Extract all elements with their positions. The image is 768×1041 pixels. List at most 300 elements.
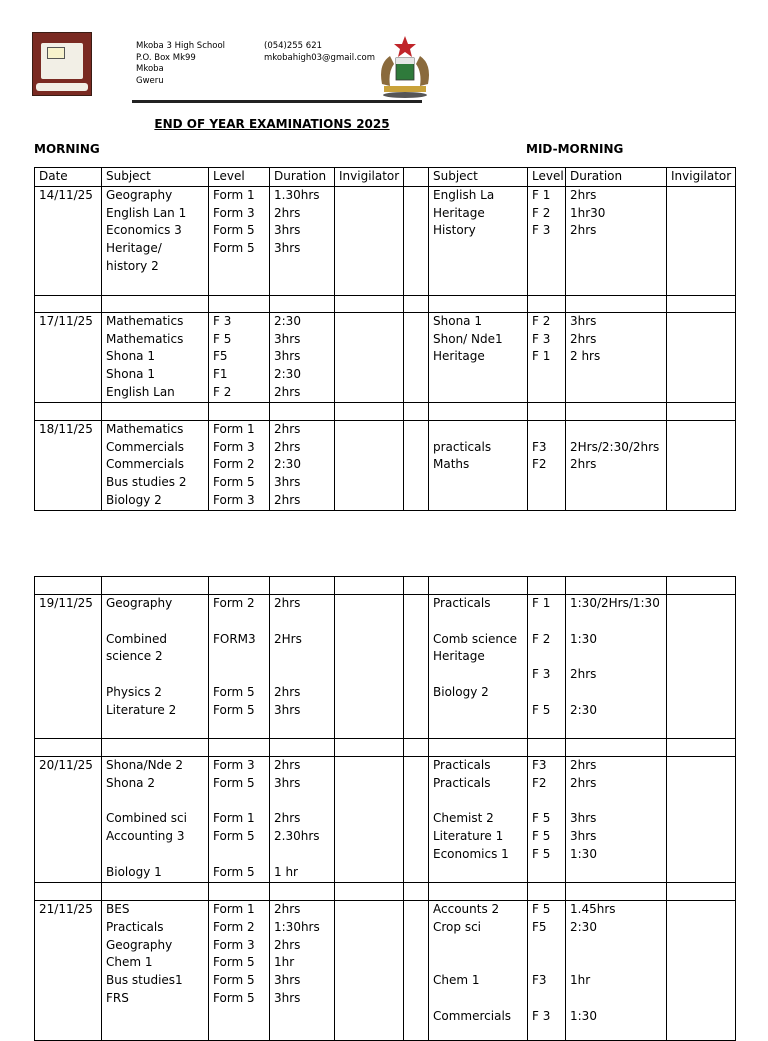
cell-line: 3hrs	[274, 331, 301, 346]
empty-cell	[566, 739, 667, 757]
cell-line	[570, 684, 666, 702]
cell-line: 1hr	[570, 973, 591, 988]
empty-cell	[335, 883, 404, 901]
table-row	[35, 595, 736, 739]
spacer-row	[35, 402, 736, 420]
empty-cell	[102, 577, 209, 595]
spacer-cell	[404, 312, 429, 402]
cell-line	[213, 648, 269, 666]
mid-morning-subjects	[429, 312, 528, 402]
cell-line: 2hrs	[274, 384, 301, 399]
cell-line: Commercials	[433, 1008, 512, 1023]
empty-cell	[667, 883, 736, 901]
cell-line: 2hrs	[274, 684, 301, 699]
spacer-cell	[404, 595, 429, 739]
morning-durations	[270, 312, 335, 402]
morning-subjects	[102, 312, 209, 402]
mid-morning-durations	[566, 757, 667, 883]
cell-line	[532, 613, 565, 631]
cell-line	[433, 793, 527, 811]
empty-cell	[528, 577, 566, 595]
exam-date: 19/11/25	[35, 595, 102, 739]
header-duration-mid: Duration	[566, 168, 667, 187]
empty-cell	[209, 295, 270, 312]
cell-line: Biology 2	[433, 684, 489, 699]
cell-line: 3hrs	[274, 990, 301, 1005]
cell-line	[213, 613, 269, 631]
empty-cell	[270, 295, 335, 312]
mid-morning-durations	[566, 420, 667, 510]
empty-cell	[335, 577, 404, 595]
empty-cell	[528, 739, 566, 757]
cell-line: F5	[213, 349, 228, 364]
cell-line	[532, 990, 565, 1008]
cell-line: Literature 2	[106, 702, 177, 717]
cell-line: F 1	[532, 349, 551, 364]
cell-line: Shona 1	[106, 349, 155, 364]
morning-levels	[209, 901, 270, 1041]
cell-line: Form 1	[213, 811, 255, 826]
cell-line	[213, 666, 269, 684]
cell-line: Form 2	[213, 596, 255, 610]
cell-line: Comb science	[433, 631, 517, 646]
header-subject: Subject	[102, 168, 209, 187]
cell-line	[570, 990, 666, 1008]
cell-line: Shona 1	[106, 367, 155, 382]
morning-levels	[209, 312, 270, 402]
cell-line: 2:30	[274, 457, 301, 472]
cell-line	[532, 421, 565, 439]
cell-line	[433, 937, 527, 955]
cell-line: 2hrs	[274, 205, 301, 220]
empty-cell	[209, 402, 270, 420]
cell-line: FORM3	[213, 631, 256, 646]
header-date: Date	[35, 168, 102, 187]
cell-line: 2hrs	[570, 667, 597, 682]
morning-durations	[270, 186, 335, 295]
mid-morning-invigilator	[667, 186, 736, 295]
mid-morning-levels	[528, 901, 566, 1041]
cell-line	[106, 613, 208, 631]
cell-line: Form 5	[213, 223, 255, 238]
cell-line: Form 3	[213, 758, 255, 772]
cell-line: Form 5	[213, 973, 255, 988]
cell-line	[433, 990, 527, 1008]
school-logo	[32, 32, 92, 96]
spacer-cell	[404, 757, 429, 883]
cell-line: 2hrs	[274, 596, 301, 610]
exam-date: 20/11/25	[35, 757, 102, 883]
mid-morning-durations	[566, 312, 667, 402]
empty-cell	[404, 295, 429, 312]
cell-line: Form 2	[213, 457, 255, 472]
cell-line: Form 2	[213, 919, 255, 934]
cell-line: F 1	[532, 187, 551, 202]
cell-line	[532, 937, 565, 955]
cell-line: 3hrs	[274, 775, 301, 790]
cell-line: Practicals	[433, 758, 491, 772]
morning-subjects	[102, 420, 209, 510]
cell-line: 2hrs	[570, 331, 597, 346]
spacer-row	[35, 883, 736, 901]
cell-line	[106, 666, 208, 684]
cell-line: Bus studies 2	[106, 475, 187, 490]
morning-invigilator	[335, 757, 404, 883]
header-spacer	[404, 168, 429, 187]
cell-line: 1:30	[570, 846, 597, 861]
session-mid-morning: MID-MORNING	[526, 142, 624, 156]
empty-cell	[35, 739, 102, 757]
cell-line: BES	[106, 902, 130, 916]
exam-date: 17/11/25	[35, 312, 102, 402]
session-morning: MORNING	[34, 142, 100, 156]
cell-line	[106, 793, 208, 811]
empty-cell	[209, 883, 270, 901]
empty-cell	[102, 402, 209, 420]
cell-line: English Lan	[106, 384, 175, 399]
mid-morning-subjects	[429, 901, 528, 1041]
cell-line: F 2	[532, 313, 551, 328]
school-contact	[264, 41, 375, 64]
empty-cell	[35, 295, 102, 312]
cell-line: 3hrs	[274, 223, 301, 238]
cell-line: 2Hrs	[274, 631, 302, 646]
table-row	[35, 757, 736, 883]
empty-cell	[270, 883, 335, 901]
cell-line: F 3	[532, 1008, 551, 1023]
mid-morning-subjects	[429, 595, 528, 739]
mid-morning-levels	[528, 312, 566, 402]
header-duration: Duration	[270, 168, 335, 187]
table-row	[35, 901, 736, 1041]
cell-line: Form 5	[213, 702, 255, 717]
cell-line	[213, 846, 269, 864]
cell-line: 2hrs	[570, 457, 597, 472]
exam-date: 21/11/25	[35, 901, 102, 1041]
cell-line: Mathematics	[106, 313, 184, 328]
morning-durations	[270, 757, 335, 883]
cell-line: Form 5	[213, 475, 255, 490]
cell-line: Form 1	[213, 187, 255, 202]
cell-line	[532, 793, 565, 811]
empty-cell	[667, 402, 736, 420]
table-row	[35, 186, 736, 295]
morning-subjects	[102, 595, 209, 739]
empty-cell	[667, 739, 736, 757]
cell-line: 3hrs	[570, 811, 597, 826]
cell-line: 2:30	[274, 367, 301, 382]
mid-morning-subjects	[429, 420, 528, 510]
cell-line	[570, 613, 666, 631]
cell-line: Bus studies1	[106, 973, 183, 988]
cell-line: Chemist 2	[433, 811, 494, 826]
mid-morning-invigilator	[667, 901, 736, 1041]
empty-cell	[429, 883, 528, 901]
morning-levels	[209, 757, 270, 883]
cell-line: 2hrs	[274, 902, 301, 916]
cell-line: F 3	[532, 667, 551, 682]
header-invigilator: Invigilator	[335, 168, 404, 187]
exam-timetable-week2	[34, 576, 736, 1041]
cell-line: Biology 1	[106, 864, 162, 879]
empty-cell	[209, 577, 270, 595]
cell-line: 1 hr	[274, 864, 298, 879]
school-suburb: Mkoba	[136, 64, 164, 74]
cell-line: Form 5	[213, 829, 255, 844]
mid-morning-levels	[528, 420, 566, 510]
cell-line: Geography	[106, 596, 173, 610]
cell-line: Form 1	[213, 421, 255, 436]
empty-cell	[404, 402, 429, 420]
cell-line: F 2	[532, 631, 551, 646]
cell-line	[532, 648, 565, 666]
cell-line: Economics 1	[433, 846, 509, 861]
cell-line	[274, 648, 334, 666]
empty-cell	[209, 739, 270, 757]
cell-line: F 5	[213, 331, 232, 346]
cell-line: 3hrs	[274, 349, 301, 364]
cell-line	[570, 793, 666, 811]
empty-cell	[528, 402, 566, 420]
cell-line: 2hrs	[274, 937, 301, 952]
cell-line: Shona 1	[433, 313, 482, 328]
cell-line	[274, 846, 334, 864]
table-header-row	[35, 168, 736, 187]
cell-line: Accounts 2	[433, 902, 500, 916]
empty-cell	[667, 295, 736, 312]
cell-line: history 2	[106, 258, 159, 273]
table-row	[35, 312, 736, 402]
cell-line: FRS	[106, 990, 129, 1005]
morning-durations	[270, 595, 335, 739]
empty-cell	[335, 295, 404, 312]
empty-cell	[566, 577, 667, 595]
cell-line: 1:30	[570, 631, 597, 646]
cell-line: 2hrs	[570, 775, 597, 790]
cell-line: 2:30	[570, 919, 597, 934]
cell-line: 3hrs	[274, 973, 301, 988]
mid-morning-durations	[566, 186, 667, 295]
cell-line	[570, 421, 666, 439]
cell-line: Maths	[433, 457, 470, 472]
cell-line: 3hrs	[570, 313, 597, 328]
exam-timetable-week1	[34, 167, 736, 511]
cell-line	[274, 793, 334, 811]
empty-cell	[404, 883, 429, 901]
cell-line: 3hrs	[274, 241, 301, 256]
empty-cell	[404, 739, 429, 757]
cell-line: F 5	[532, 702, 551, 717]
header-subject-mid: Subject	[429, 168, 528, 187]
school-pobox: P.O. Box Mk99	[136, 52, 196, 63]
morning-subjects	[102, 186, 209, 295]
empty-cell	[429, 577, 528, 595]
cell-line: Form 5	[213, 955, 255, 970]
cell-line: 2:30	[570, 702, 597, 717]
empty-cell	[270, 739, 335, 757]
empty-cell	[335, 402, 404, 420]
cell-line: 1:30/2Hrs/1:30	[570, 596, 660, 610]
cell-line	[213, 793, 269, 811]
cell-line	[433, 954, 527, 972]
cell-line: F 5	[532, 846, 551, 861]
cell-line	[106, 846, 208, 864]
cell-line: Geography	[106, 187, 173, 202]
empty-cell	[102, 883, 209, 901]
cell-line: 1:30	[570, 1008, 597, 1023]
morning-invigilator	[335, 901, 404, 1041]
morning-subjects	[102, 901, 209, 1041]
cell-line: F 2	[532, 205, 551, 220]
cell-line: 1hr	[274, 955, 295, 970]
cell-line: 2.30hrs	[274, 829, 320, 844]
cell-line: Biology 2	[106, 492, 162, 507]
cell-line: 2Hrs/2:30/2hrs	[570, 439, 660, 454]
cell-line	[274, 666, 334, 684]
mid-morning-invigilator	[667, 595, 736, 739]
cell-line: 2hrs	[274, 811, 301, 826]
cell-line: Physics 2	[106, 684, 162, 699]
cell-line	[532, 954, 565, 972]
cell-line: F1	[213, 367, 228, 382]
cell-line: 1hr30	[570, 205, 606, 220]
morning-invigilator	[335, 420, 404, 510]
coat-of-arms-icon	[370, 34, 440, 100]
document-title: END OF YEAR EXAMINATIONS 2025	[154, 117, 390, 131]
cell-line: science 2	[106, 649, 163, 664]
cell-line: F 5	[532, 902, 551, 916]
morning-levels	[209, 420, 270, 510]
letterhead-divider	[132, 100, 422, 103]
empty-cell	[528, 295, 566, 312]
empty-cell	[102, 295, 209, 312]
cell-line: 3hrs	[570, 829, 597, 844]
mid-morning-levels	[528, 757, 566, 883]
cell-line: 2 hrs	[570, 349, 601, 364]
cell-line: Combined sci	[106, 811, 187, 826]
cell-line: F 3	[213, 313, 232, 328]
morning-durations	[270, 901, 335, 1041]
cell-line: Mathematics	[106, 331, 184, 346]
cell-line	[433, 666, 527, 684]
cell-line: 3hrs	[274, 475, 301, 490]
cell-line: Form 3	[213, 492, 255, 507]
cell-line: English Lan 1	[106, 205, 187, 220]
cell-line: 3hrs	[274, 702, 301, 717]
cell-line: F3	[532, 439, 547, 454]
header-level: Level	[209, 168, 270, 187]
cell-line: F 1	[532, 596, 551, 610]
cell-line: Commercials	[106, 457, 185, 472]
cell-line: F2	[532, 457, 547, 472]
spacer-row	[35, 295, 736, 312]
cell-line: Form 5	[213, 775, 255, 790]
spacer-row	[35, 739, 736, 757]
cell-line: F3	[532, 758, 547, 772]
empty-cell	[335, 739, 404, 757]
cell-line: 1.30hrs	[274, 187, 320, 202]
school-email: mkobahigh03@gmail.com	[264, 52, 376, 63]
cell-line: Form 3	[213, 937, 255, 952]
empty-cell	[102, 739, 209, 757]
header-invigilator-mid: Invigilator	[667, 168, 736, 187]
cell-line: F 3	[532, 331, 551, 346]
cell-line: 2hrs	[274, 758, 301, 772]
cell-line: Mathematics	[106, 421, 184, 436]
cell-line: Heritage/	[106, 241, 162, 256]
school-name: Mkoba 3 High School	[136, 41, 226, 51]
cell-line: Form 5	[213, 684, 255, 699]
mid-morning-invigilator	[667, 420, 736, 510]
cell-line: Form 5	[213, 241, 255, 256]
cell-line	[532, 684, 565, 702]
morning-levels	[209, 186, 270, 295]
spacer-row	[35, 577, 736, 595]
cell-line: Economics 3	[106, 223, 182, 238]
cell-line	[274, 613, 334, 631]
cell-line: 2hrs	[570, 758, 597, 772]
cell-line: Shon/ Nde1	[433, 331, 503, 346]
cell-line: Heritage	[433, 205, 485, 220]
cell-line: Heritage	[433, 349, 485, 364]
spacer-cell	[404, 186, 429, 295]
cell-line: Shona/Nde 2	[106, 758, 183, 772]
mid-morning-durations	[566, 595, 667, 739]
cell-line: Practicals	[433, 596, 491, 610]
cell-line: F2	[532, 775, 547, 790]
cell-line: 2hrs	[570, 187, 597, 202]
empty-cell	[35, 577, 102, 595]
table-row	[35, 420, 736, 510]
cell-line: 1.45hrs	[570, 902, 616, 916]
cell-line: English La	[433, 187, 495, 202]
mid-morning-levels	[528, 595, 566, 739]
cell-line: F 2	[213, 384, 232, 399]
school-city: Gweru	[136, 75, 164, 86]
mid-morning-levels	[528, 186, 566, 295]
spacer-cell	[404, 420, 429, 510]
morning-levels	[209, 595, 270, 739]
cell-line: 2hrs	[570, 223, 597, 238]
cell-line: F3	[532, 973, 547, 988]
cell-line: 2hrs	[274, 421, 301, 436]
empty-cell	[566, 295, 667, 312]
cell-line	[433, 702, 527, 720]
cell-line	[570, 648, 666, 666]
school-address	[136, 41, 225, 87]
cell-line: Form 5	[213, 864, 255, 879]
empty-cell	[270, 402, 335, 420]
cell-line: Form 1	[213, 902, 255, 916]
morning-durations	[270, 420, 335, 510]
mid-morning-subjects	[429, 186, 528, 295]
exam-date: 14/11/25	[35, 186, 102, 295]
cell-line: Practicals	[106, 919, 164, 934]
cell-line: Form 3	[213, 439, 255, 454]
empty-cell	[429, 739, 528, 757]
cell-line: Commercials	[106, 439, 185, 454]
empty-cell	[667, 577, 736, 595]
empty-cell	[528, 883, 566, 901]
cell-line: F 5	[532, 829, 551, 844]
empty-cell	[35, 883, 102, 901]
spacer-cell	[404, 901, 429, 1041]
exam-date: 18/11/25	[35, 420, 102, 510]
morning-invigilator	[335, 312, 404, 402]
morning-invigilator	[335, 186, 404, 295]
cell-line: Practicals	[433, 775, 491, 790]
empty-cell	[270, 577, 335, 595]
